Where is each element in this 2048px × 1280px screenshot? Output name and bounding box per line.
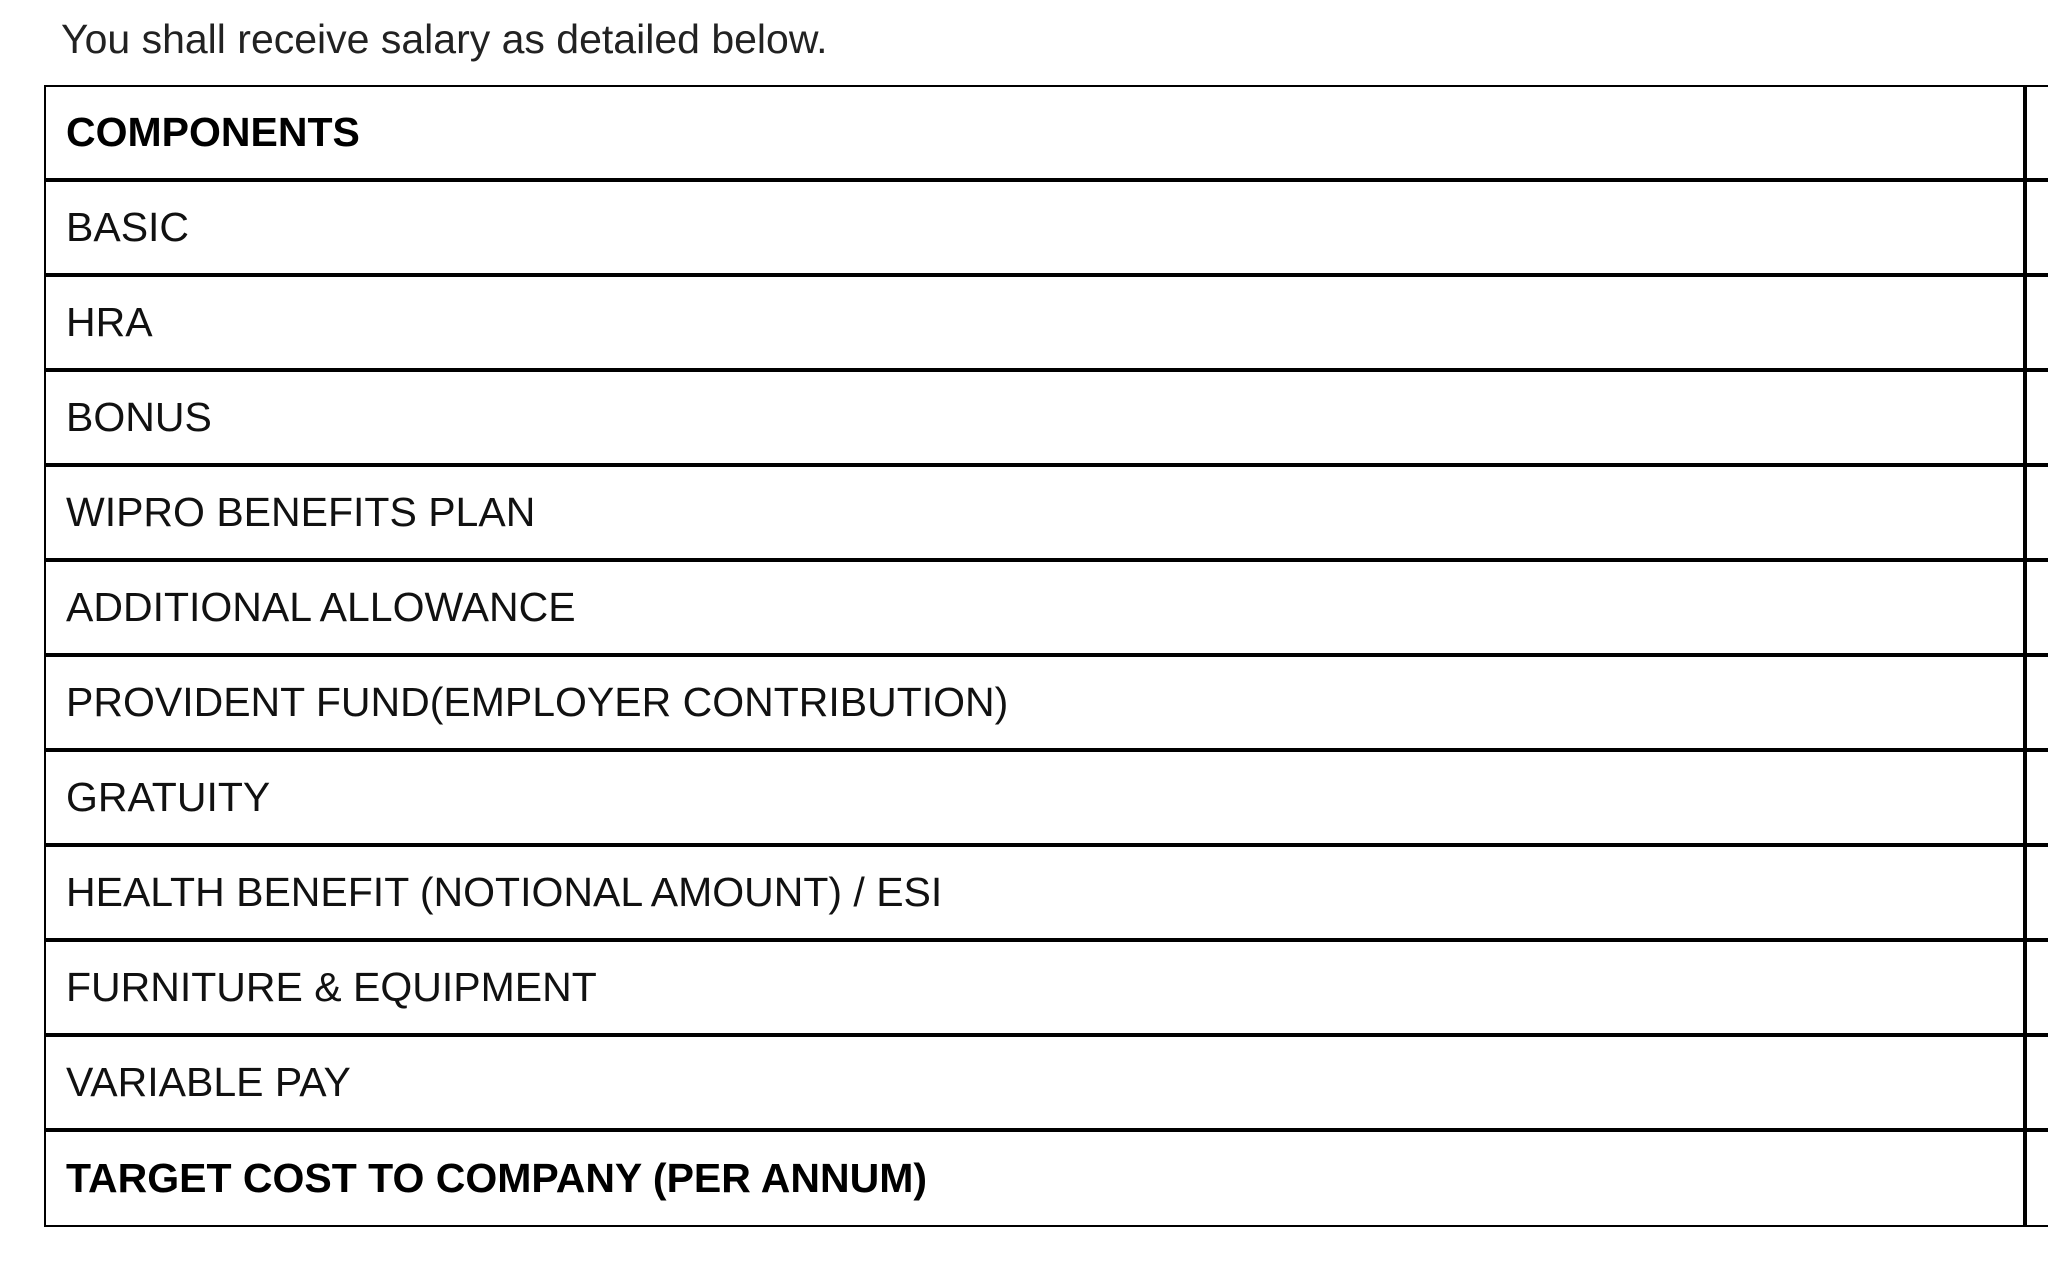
component-value [2025, 465, 2048, 560]
component-label: BASIC [45, 180, 2025, 275]
total-ctc-label: TARGET COST TO COMPANY (PER ANNUM) [66, 1155, 927, 1201]
table-header-row [45, 86, 2048, 180]
component-value [2025, 750, 2048, 845]
component-value [2025, 275, 2048, 370]
table-row [45, 560, 2048, 655]
intro-text: You shall receive salary as detailed below. [61, 16, 828, 62]
table-row [45, 655, 2048, 750]
table-row [45, 845, 2048, 940]
component-label: GRATUITY [45, 750, 2025, 845]
table-row [45, 180, 2048, 275]
table-row [45, 750, 2048, 845]
table-row [45, 465, 2048, 560]
component-label: BONUS [45, 370, 2025, 465]
component-label: VARIABLE PAY [45, 1035, 2025, 1130]
component-label: ADDITIONAL ALLOWANCE [45, 560, 2025, 655]
total-ctc-value [2025, 1130, 2048, 1226]
table-row [45, 940, 2048, 1035]
component-value [2025, 180, 2048, 275]
component-value [2025, 560, 2048, 655]
component-label: WIPRO BENEFITS PLAN [45, 465, 2025, 560]
component-value [2025, 940, 2048, 1035]
table-total-row [45, 1130, 2048, 1226]
table-row [45, 275, 2048, 370]
component-value [2025, 1035, 2048, 1130]
salary-components-table [44, 85, 2048, 1227]
component-label: HRA [45, 275, 2025, 370]
table-row [45, 370, 2048, 465]
column-header-value [2025, 86, 2048, 180]
component-value [2025, 370, 2048, 465]
table-row [45, 1035, 2048, 1130]
component-value [2025, 845, 2048, 940]
component-label: FURNITURE & EQUIPMENT [45, 940, 2025, 1035]
component-value [2025, 655, 2048, 750]
column-header-components: COMPONENTS [45, 86, 2025, 180]
component-label: PROVIDENT FUND(EMPLOYER CONTRIBUTION) [45, 655, 2025, 750]
component-label: HEALTH BENEFIT (NOTIONAL AMOUNT) / ESI [45, 845, 2025, 940]
